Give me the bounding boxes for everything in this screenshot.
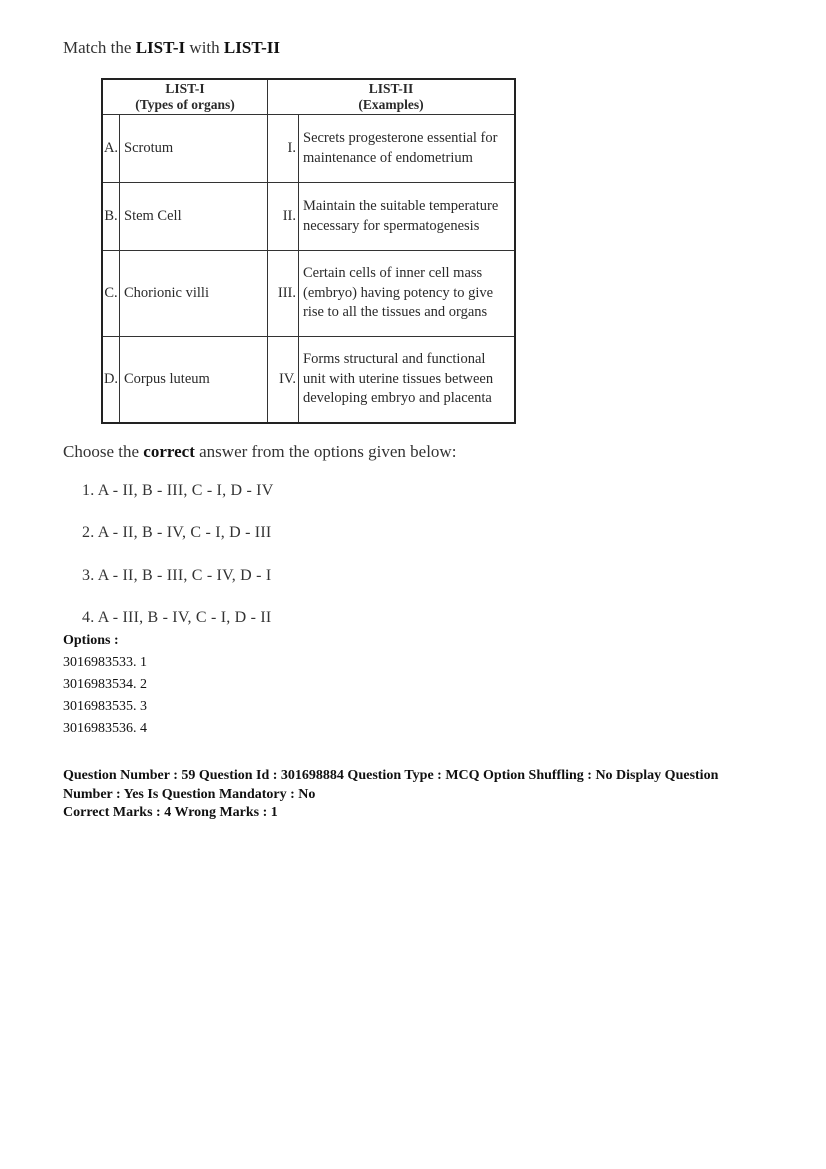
list2-header: [268, 79, 516, 115]
choose-suffix: answer from the options given below:: [194, 442, 457, 461]
question-info-line1: Question Number : 59 Question Id : 301698884 Question Type : MCQ Option Shuffling : No Display Question Number : Yes Is Question Mandatory : No: [63, 768, 719, 802]
row-roman: IV.: [268, 337, 299, 423]
options-label: Options :: [63, 633, 119, 648]
question-heading: [63, 38, 280, 58]
row-letter: C.: [102, 251, 120, 337]
question-info-line2: Correct Marks : 4 Wrong Marks : 1: [63, 805, 278, 820]
row-organ: Corpus luteum: [120, 337, 268, 423]
choose-instruction: [63, 442, 456, 462]
list1-header-title: LIST-I: [165, 81, 205, 96]
table-header-row: [102, 79, 515, 115]
table-row: [102, 115, 515, 183]
heading-middle: with: [185, 38, 224, 57]
row-organ: Chorionic villi: [120, 251, 268, 337]
list2-header-subtitle: (Examples): [358, 97, 424, 112]
answer-option-4: 4. A - III, B - IV, C - I, D - II: [82, 609, 272, 626]
row-letter: A.: [102, 115, 120, 183]
answer-option-1: 1. A - II, B - III, C - I, D - IV: [82, 482, 274, 499]
choose-prefix: Choose the: [63, 442, 144, 461]
row-roman: III.: [268, 251, 299, 337]
row-roman: I.: [268, 115, 299, 183]
choose-bold: correct: [143, 442, 195, 461]
heading-list2: LIST-II: [223, 38, 280, 57]
row-letter: B.: [102, 183, 120, 251]
row-organ: Scrotum: [120, 115, 268, 183]
option-id-2: 3016983534. 2: [63, 677, 147, 692]
row-example: Forms structural and functional unit with uterine tissues between developing embryo and placenta: [299, 337, 516, 423]
row-letter: D.: [102, 337, 120, 423]
table-row: [102, 337, 515, 423]
option-id-1: 3016983533. 1: [63, 655, 147, 670]
list1-header: [102, 79, 268, 115]
match-table: [101, 78, 516, 424]
row-example: Certain cells of inner cell mass (embryo) having potency to give rise to all the tissues and organs: [299, 251, 516, 337]
heading-prefix: Match the: [63, 38, 136, 57]
option-id-3: 3016983535. 3: [63, 699, 147, 714]
list2-header-title: LIST-II: [368, 81, 414, 96]
answer-option-2: 2. A - II, B - IV, C - I, D - III: [82, 524, 272, 541]
table-row: [102, 183, 515, 251]
row-roman: II.: [268, 183, 299, 251]
row-example: Maintain the suitable temperature necessary for spermatogenesis: [299, 183, 516, 251]
answer-option-3: 3. A - II, B - III, C - IV, D - I: [82, 567, 272, 584]
question-info: [63, 767, 763, 823]
row-example: Secrets progesterone essential for maintenance of endometrium: [299, 115, 516, 183]
row-organ: Stem Cell: [120, 183, 268, 251]
table-row: [102, 251, 515, 337]
heading-list1: LIST-I: [135, 38, 186, 57]
list1-header-subtitle: (Types of organs): [135, 97, 235, 112]
option-id-4: 3016983536. 4: [63, 721, 147, 736]
